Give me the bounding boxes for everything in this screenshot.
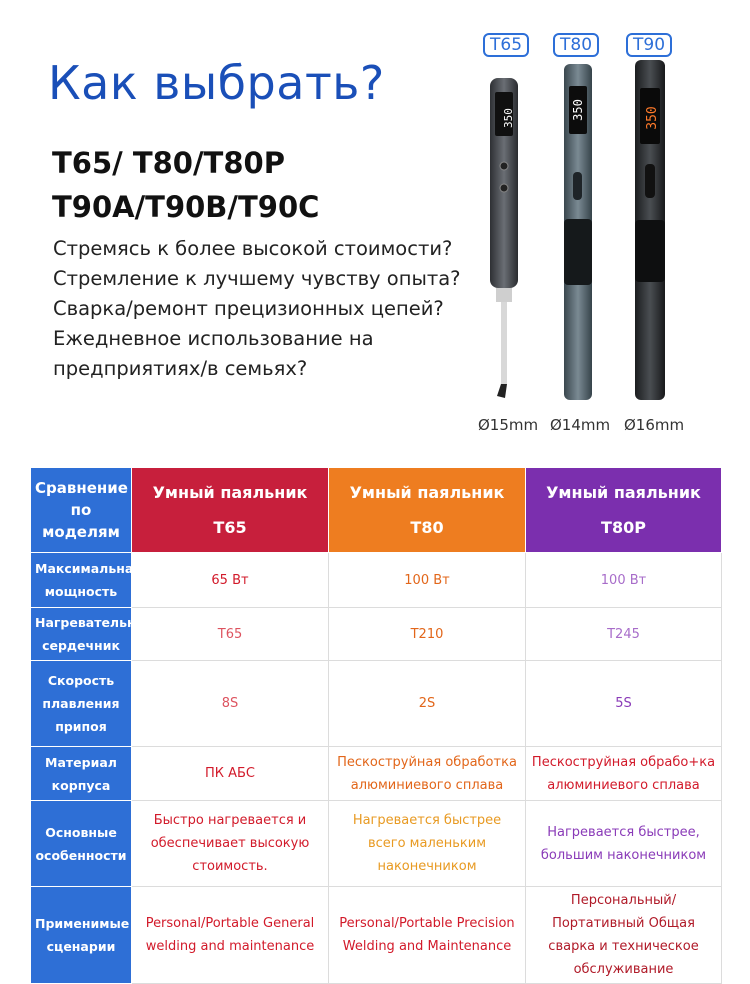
row-label-use-cases: Применимые сценарии bbox=[31, 887, 132, 984]
column-header-label: Умный паяльник bbox=[152, 483, 308, 502]
table-cell: Пескоструйная обработка алюминиевого сплава bbox=[329, 747, 526, 801]
column-header-t80 bbox=[329, 468, 526, 553]
table-cell: 2S bbox=[329, 661, 526, 747]
column-header-t65 bbox=[132, 468, 329, 553]
table-cell: Быстро нагревается и обеспечивает высокую стоимость. bbox=[132, 801, 329, 887]
tag-t90: T90 bbox=[626, 33, 672, 57]
column-header-model: T80 bbox=[410, 518, 444, 537]
comparison-table bbox=[30, 467, 722, 984]
column-header-model: T65 bbox=[213, 518, 247, 537]
table-cell: Personal/Portable General welding and maintenance bbox=[132, 887, 329, 984]
display-reading-t80: 350 bbox=[571, 99, 585, 121]
soldering-iron-t65-image bbox=[484, 78, 524, 400]
description: Стремясь к более высокой стоимости? Стремление к лучшему чувству опыта? Сварка/ремонт прецизионных цепей? Ежедневное использование на предприятиях/в семьях? bbox=[53, 237, 461, 380]
table-cell: 100 Вт bbox=[329, 553, 526, 608]
table-cell: 5S bbox=[526, 661, 722, 747]
row-label-melting-speed: Скорость плавления припоя bbox=[31, 661, 132, 747]
diameter-t65: Ø15mm bbox=[478, 416, 539, 434]
table-row bbox=[31, 887, 722, 984]
diameter-t80: Ø14mm bbox=[550, 416, 611, 434]
tag-t65: T65 bbox=[483, 33, 529, 57]
table-cell: 8S bbox=[132, 661, 329, 747]
table-cell: Нагревается быстрее, большим наконечником bbox=[526, 801, 722, 887]
column-header-t80p bbox=[526, 468, 722, 553]
column-header-label: Умный паяльник bbox=[349, 483, 505, 502]
table-row bbox=[31, 608, 722, 661]
soldering-iron-t80-image bbox=[563, 64, 593, 400]
table-cell: 100 Вт bbox=[526, 553, 722, 608]
table-cell: T210 bbox=[329, 608, 526, 661]
table-row bbox=[31, 553, 722, 608]
page-title: Как выбрать? bbox=[48, 56, 385, 110]
table-corner-cell: Сравнение по моделям bbox=[31, 468, 132, 553]
display-reading-t90: 350 bbox=[645, 106, 660, 130]
table-cell: T65 bbox=[132, 608, 329, 661]
table-cell: 65 Вт bbox=[132, 553, 329, 608]
tag-t80: T80 bbox=[553, 33, 599, 57]
table-cell: ПК АБС bbox=[132, 747, 329, 801]
row-label-body-material: Материал корпуса bbox=[31, 747, 132, 801]
soldering-iron-t90-image bbox=[634, 60, 666, 400]
row-label-power: Максимальная мощность bbox=[31, 553, 132, 608]
table-row bbox=[31, 747, 722, 801]
table-row bbox=[31, 661, 722, 747]
models-line-2: T90A/T90B/T90C bbox=[52, 190, 320, 224]
row-label-heating-core: Нагревательный сердечник bbox=[31, 608, 132, 661]
table-cell: Персональный/Портативный Общая сварка и техническое обслуживание bbox=[526, 887, 722, 984]
table-cell: Personal/Portable Precision Welding and Maintenance bbox=[329, 887, 526, 984]
diameter-t90: Ø16mm bbox=[624, 416, 685, 434]
models-line-1: T65/ T80/T80P bbox=[52, 146, 285, 180]
column-header-model: T80P bbox=[601, 518, 646, 537]
row-label-key-features: Основные особенности bbox=[31, 801, 132, 887]
display-reading-t65: 350 bbox=[502, 108, 515, 128]
table-cell: T245 bbox=[526, 608, 722, 661]
table-cell: Нагревается быстрее всего маленьким наконечником bbox=[329, 801, 526, 887]
table-cell: Пескоструйная обрабо+ка алюминиевого сплава bbox=[526, 747, 722, 801]
table-header-row bbox=[31, 468, 722, 553]
table-row bbox=[31, 801, 722, 887]
column-header-label: Умный паяльник bbox=[546, 483, 701, 502]
